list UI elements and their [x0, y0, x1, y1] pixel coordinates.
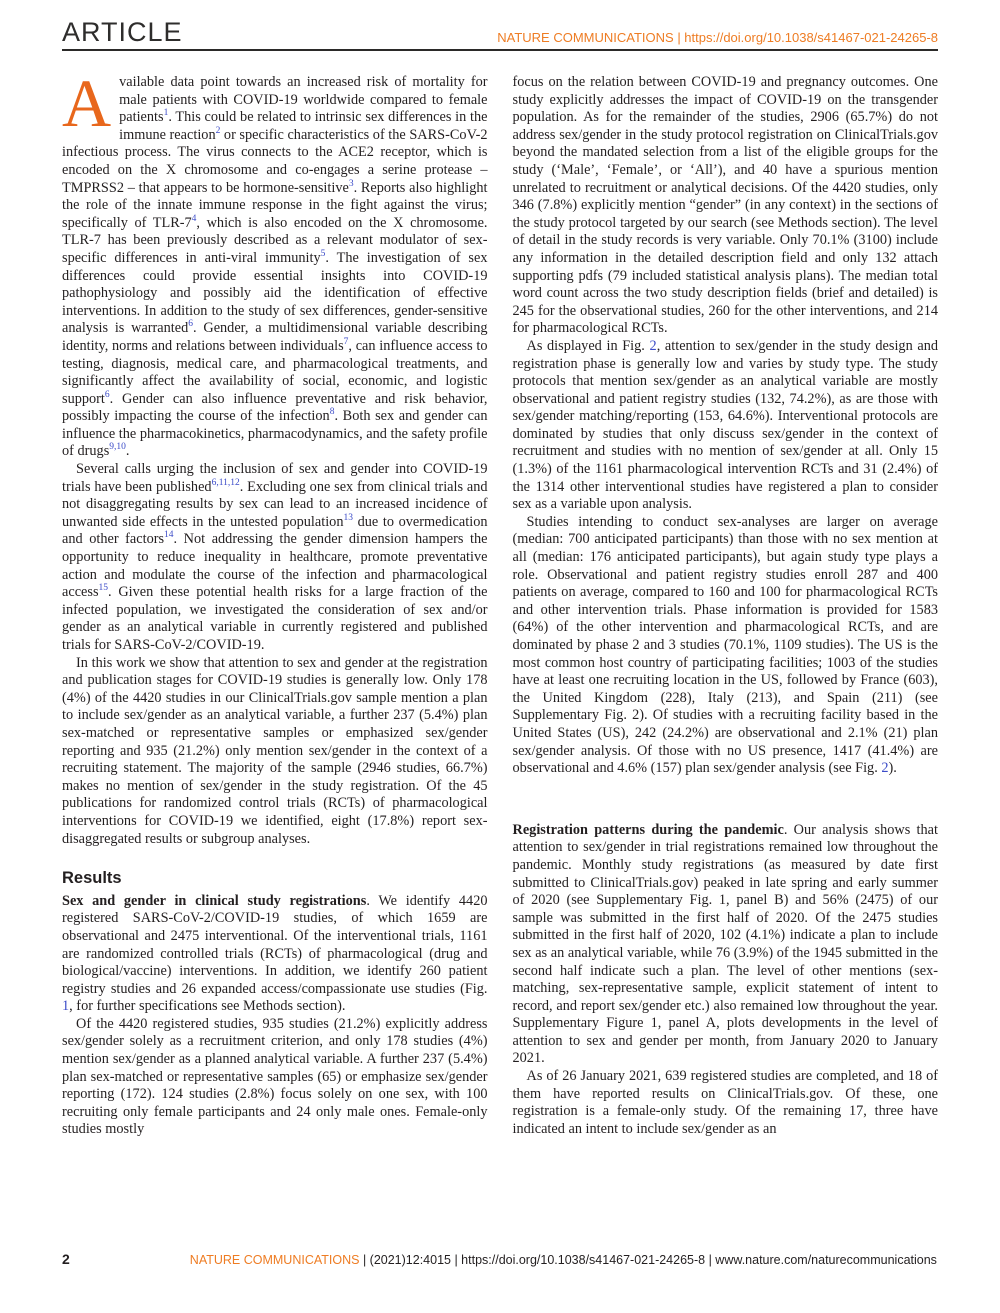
article-type-label: ARTICLE — [62, 17, 183, 47]
journal-doi-link[interactable]: NATURE COMMUNICATIONS | https://doi.org/10.1038/s41467-021-24265-8 — [497, 30, 938, 46]
citation-ref[interactable]: 6 — [104, 389, 110, 400]
citation-ref[interactable]: 6 — [188, 319, 194, 330]
paragraph — [513, 74, 939, 338]
text-run: In this work we show that attention to sex and gender at the registration and publication stages for COVID-19 studies is generally low. Only 178 (4%) of the 4420 studies in our ClinicalTrials.gov sample mention a plan to include sex/gender as an analytical variable, a further 237 (5.4%) plan sex-matched or representative samples or emphasized sex/gender reporting and 935 (21.2%) only mention sex/gender in the context of a recruiting statement. The majority of the sample (2946 studies, 66.7%) makes no mention of sex/gender in the study registration. Of the 45 publications for randomized control trials (RCTs) of pharmacological interventions for COVID-19 we identified, eight (17.8%) report sex-disaggregated results or subgroup analyses. — [62, 654, 488, 847]
citation-ref[interactable]: 7 — [343, 337, 349, 348]
left-column — [62, 74, 488, 1246]
text-run: Of the 4420 registered studies, 935 studies (21.2%) explicitly address sex/gender solely as a recruitment criterion, and only 178 studies (4%) mention sex/gender as a planned analytical variable. A further 237 (5.4%) plan sex-matched or representative samples (65) or emphasize sex/gender reporting (172). 124 studies (2.8%) focus solely on one sex, with 100 recruiting only female participants and 24 only male ones. Female-only studies mostly — [62, 1015, 488, 1138]
drop-cap: A — [62, 74, 112, 141]
paragraph — [513, 514, 939, 778]
text-run: due to overmedication and other factors — [62, 513, 488, 548]
right-column — [513, 74, 939, 1246]
section-heading — [62, 870, 488, 888]
article-body — [62, 74, 938, 1246]
paragraph — [62, 655, 488, 849]
text-run: , which is also encoded on the X chromosome. TLR-7 has been previously described as a relevant modulator of sex-specific differences in anti-viral immunity — [62, 214, 488, 266]
paragraph — [62, 1016, 488, 1139]
text-run: focus on the relation between COVID-19 and pregnancy outcomes. One study explicitly addresses the impact of COVID-19 on the transgender population. As for the remainder of the studies, 2906 (65.7%) do not address sex/gender in the study protocol registration on ClinicalTrials.gov beyond the mandated selection from a list of the eligible groups for the study (‘Male’, ‘Female’, or ‘All’), and 40 have a spurious mention unrelated to recruitment or analytical decisions. Of the 4420 studies, only 346 (7.8%) explicitly mention “gender” (in any context) in the sections of the study protocol targeted by our search (see Methods section). The level of detail in the study records is very variable. Only 70.1% (3100) include any information in the detailed description field and only 132 attach supporting pdfs (79 included statistical analysis plans). The median total word count across the two study description fields (brief and detailed) is 245 for the observational studies, 260 for the other interventions, and 214 for pharmacological RCTs. — [512, 74, 938, 337]
page-footer — [62, 1251, 938, 1267]
citation-ref[interactable]: 5 — [320, 249, 326, 260]
text-run: As of 26 January 2021, 639 registered studies are completed, and 18 of them have reported results on ClinicalTrials.gov. Of these, one registration is a female-only study. Of the remaining 17, three have indicated an intent to include sex/gender as an — [512, 1068, 938, 1137]
figure-link[interactable]: 1 — [62, 998, 70, 1015]
paragraph — [62, 893, 488, 1016]
text-run: . The investigation of sex differences could provide essential insights into COVID-19 pathophysiology and possibly aid the identification of effective interventions. In addition to the study of sex differences, gender-sensitive analysis is warranted — [62, 249, 488, 337]
footer-citation — [190, 1253, 937, 1267]
text-run: . Our analysis shows that attention to sex/gender in trial registrations remained low throughout the pandemic. Monthly study registrations (as measured by date first submitted to ClinicalTrials.gov) peaked in late spring and early summer of 2020 (see Supplementary Fig. 1, panel B) and 56% (2475) of our sample was submitted in the first half of 2020. Of the 2475 studies submitted in the first half of 2020, 102 (4.1%) indicate a plan to include sex as an analytical variable, while 76 (3.9%) of the 1945 submitted in the second half indicate such a plan. The level of other mentions (sex-matching, sex-representative sample, explicit statement of intent to record, and report sex/gender etc.) also remained low throughout the year. Supplementary Figure 1, panel A, plots developments in the level of attention to sex and gender per month, from January 2020 to January 2021. — [512, 821, 938, 1067]
text-run: . Given these potential health risks for a large fraction of the infected population, we investigated the consideration of sex and/or gender as an analytical variable in currently registered and published trials for SARS-CoV-2/COVID-19. — [62, 584, 488, 653]
text-run: . Reports also highlight the role of the innate immune response in the fight against the virus; specifically of TLR-7 — [62, 179, 488, 231]
text-run: . Both sex and gender can influence the pharmacokinetics, pharmacodynamics, and the safety profile of drugs — [62, 408, 488, 460]
text-run: Studies intending to conduct sex-analyses are larger on average (median: 700 anticipated participants) than those with no sex mention at all (median: 176 anticipated participants), but again study type plays a role. Observational and patient registry studies enroll 287 and 400 patients on average, compared to 160 and 100 for pharmacological RCTs and other intervention trials. Phase information is provided for 1583 (64%) of the other intervention and pharmacological RCTs, and are dominated by phase 2 and 3 studies (70.1%, 1109 studies). The US is the most common host country of participating facilities; 1003 of the studies have at least one recruiting location in the US, followed by France (603), the United Kingdom (228), Italy (213), and Spain (211) (see Supplementary Fig. 2). Of studies with a recruiting facility based in the United States (US), 242 (24.2%) are observational and 2.1% (21) plan sex/gender analysis. Of those with no US presence, 1417 (41.4%) are observational and 4.6% (157) plan sex/gender analysis (see Fig. — [512, 513, 938, 777]
citation-ref[interactable]: 1 — [163, 108, 169, 119]
figure-link[interactable]: 2 — [881, 760, 889, 777]
paragraph — [513, 1068, 939, 1138]
text-run: . We identify 4420 registered SARS-CoV-2/COVID-19 studies, of which 1659 are observational and 2475 interventional. Of the interventional trials, 1161 are randomized controlled trials (RCTs) of pharmacological (drug and biological/vaccine) interventions. In addition, we identify 260 patient registry studies and 26 expanded access/compassionate use studies (Fig. — [62, 892, 488, 997]
text-run: , can influence access to testing, diagnosis, medical care, and pharmacological treatments, and significantly affect the availability of social, economic, and logistic support — [62, 337, 488, 407]
text-run: ). — [888, 760, 897, 777]
paragraph — [62, 74, 488, 461]
page-header — [62, 12, 938, 46]
text-run: . This could be related to intrinsic sex differences in the immune reaction — [119, 109, 488, 143]
text-run: vailable data point towards an increased risk of mortality for male patients with COVID-19 worldwide compared to female patients — [119, 74, 488, 126]
text-run: . Gender, a multidimensional variable describing identity, norms and relations between individuals — [62, 320, 488, 354]
text-run: . — [125, 443, 130, 460]
citation-ref[interactable]: 9,10 — [109, 442, 126, 453]
footer-citation-rest: | (2021)12:4015 | https://doi.org/10.1038/s41467-021-24265-8 | www.nature.com/naturecommunications — [359, 1253, 937, 1267]
paragraph — [513, 822, 939, 1068]
citation-ref[interactable]: 6,11,12 — [211, 477, 240, 488]
text-run: . Not addressing the gender dimension hampers the opportunity to reduce inequality in healthcare, promote preventative action and modulate the course of the infection and pharmacological access — [62, 531, 488, 601]
text-run: or specific characteristics of the SARS-CoV-2 infectious process. The virus connects to the ACE2 receptor, which is encoded on the X chromosome and co-engages a serine protease – TMPRSS2 – that appears to be hormone-sensitive — [62, 126, 488, 196]
text-run: Several calls urging the inclusion of sex and gender into COVID-19 trials have been published — [62, 461, 488, 495]
citation-ref[interactable]: 2 — [215, 126, 221, 137]
text-run: Results — [62, 869, 122, 888]
runin-heading: Registration patterns during the pandemic — [512, 821, 784, 838]
text-run: . Gender can also influence preventative and risk behavior, possibly impacting the course of the infection — [62, 390, 488, 425]
text-run: As displayed in Fig. — [526, 337, 650, 354]
header-rule — [62, 49, 938, 51]
footer-journal-name[interactable]: NATURE COMMUNICATIONS — [189, 1253, 360, 1267]
citation-ref[interactable]: 3 — [348, 178, 354, 189]
citation-ref[interactable]: 8 — [329, 407, 335, 418]
text-run: , for further specifications see Methods section). — [69, 998, 346, 1015]
citation-ref[interactable]: 13 — [343, 513, 353, 524]
citation-ref[interactable]: 4 — [191, 213, 197, 224]
citation-ref[interactable]: 15 — [98, 583, 109, 594]
page-number: 2 — [62, 1251, 70, 1267]
paragraph — [513, 338, 939, 514]
figure-link[interactable]: 2 — [649, 337, 657, 354]
text-run: , attention to sex/gender in the study design and registration phase is generally low and varies by study type. The study protocols that mention sex/gender as an analytical variable are mostly observational and patient registry studies (132, 74.2%), as are those with sex/gender matching/reporting (153, 64.6%). Interventional protocols are dominated by studies that only discuss sex/gender in the context of recruitment and studies with no mention of sex/gender at all. Only 15 (1.3%) of the 1161 pharmacological intervention RCTs and 31 (2.4%) of the 1314 other interventional studies have registered a plan to consider sex as a variable upon analysis. — [512, 337, 938, 513]
citation-ref[interactable]: 14 — [164, 530, 174, 541]
runin-heading: Sex and gender in clinical study registrations — [62, 892, 367, 909]
text-run: . Excluding one sex from clinical trials and not disaggregating results by sex can lead to an increased incidence of unwanted side effects in the untested population — [62, 478, 488, 530]
paragraph — [62, 461, 488, 655]
